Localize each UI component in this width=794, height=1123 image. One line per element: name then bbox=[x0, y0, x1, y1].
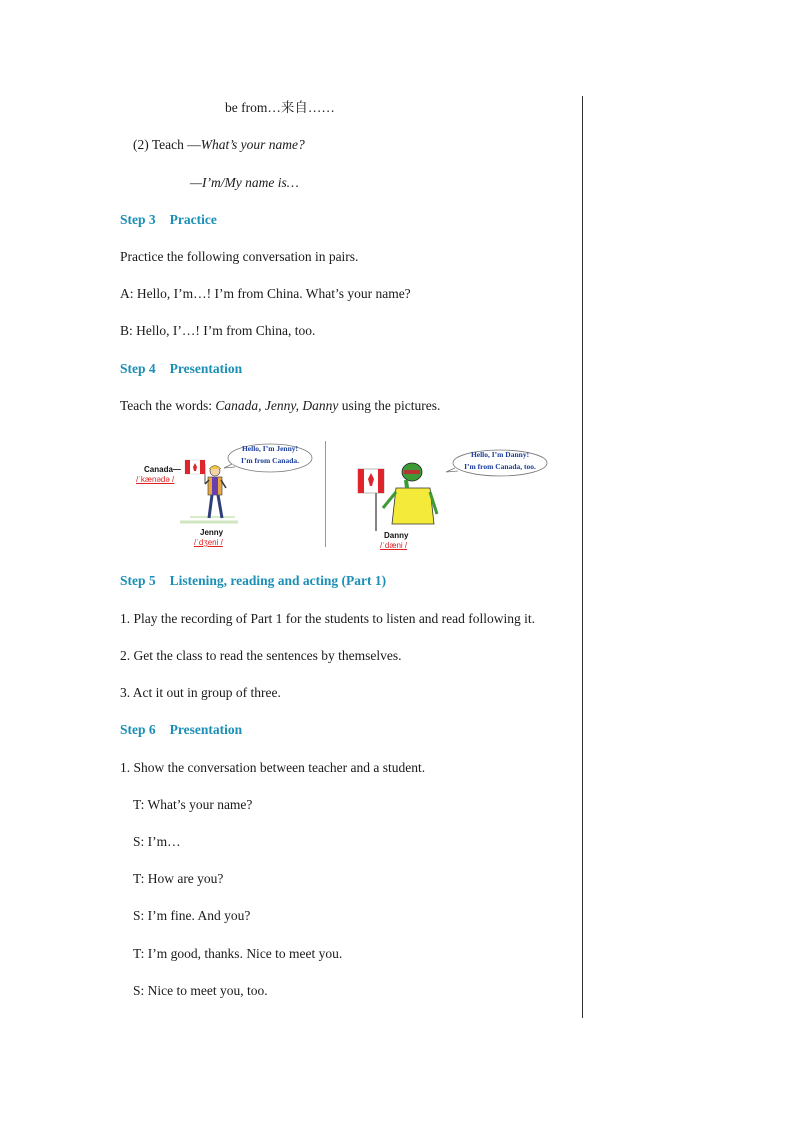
teach-line bbox=[133, 137, 305, 153]
jenny-label: Jenny bbox=[200, 528, 224, 537]
danny-bubble: Hello, I’m Danny! I’m from Canada, too. bbox=[464, 450, 536, 471]
step5-title: Listening, reading and acting (Part 1) bbox=[169, 573, 387, 588]
step6-title: Presentation bbox=[169, 722, 243, 737]
teach-question: What’s your name? bbox=[200, 137, 305, 152]
dialogue-line: T: How are you? bbox=[133, 871, 224, 886]
step3-line1: Practice the following conversation in pairs. bbox=[120, 249, 359, 264]
dialogue-line: T: What’s your name? bbox=[133, 797, 253, 812]
vocabulary-illustration bbox=[130, 436, 550, 552]
teach-prefix: (2) Teach — bbox=[133, 137, 201, 152]
step5-item-3: 3. Act it out in group of three. bbox=[120, 685, 281, 700]
column-divider bbox=[582, 96, 583, 1018]
dialogue-line: S: Nice to meet you, too. bbox=[133, 983, 268, 998]
step5-item-2: 2. Get the class to read the sentences by themselves. bbox=[120, 648, 402, 663]
step3-title: Practice bbox=[169, 212, 217, 227]
jenny-phonetic: /ˈdʒeni / bbox=[194, 538, 223, 547]
step3-line2: A: Hello, I’m…! I’m from China. What’s your name? bbox=[120, 286, 411, 301]
canada-phonetic: /ˈkænədə / bbox=[136, 475, 175, 484]
step4-line: Teach the words: Canada, Jenny, Danny using the pictures. bbox=[120, 398, 441, 413]
step6-heading bbox=[120, 722, 242, 738]
step3-line3: B: Hello, I’…! I’m from China, too. bbox=[120, 323, 316, 338]
teach-answer: —I’m/My name is… bbox=[190, 175, 299, 190]
step4-label: Step 4 bbox=[120, 361, 156, 376]
step6-label: Step 6 bbox=[120, 722, 156, 737]
step5-label: Step 5 bbox=[120, 573, 156, 588]
step4-words: Canada, Jenny, Danny bbox=[215, 398, 339, 413]
danny-label: Danny bbox=[384, 531, 409, 540]
danny-phonetic: /ˈdæni / bbox=[380, 541, 408, 550]
step4-heading bbox=[120, 361, 242, 377]
step4-title: Presentation bbox=[169, 361, 243, 376]
dialogue-line: S: I’m fine. And you? bbox=[133, 908, 251, 923]
step6-item-1: 1. Show the conversation between teacher and a student. bbox=[120, 760, 426, 775]
jenny-bubble: Hello, I’m Jenny! I’m from Canada. bbox=[241, 444, 299, 465]
step3-heading bbox=[120, 212, 217, 228]
be-from-note: be from…来自…… bbox=[225, 100, 335, 115]
dialogue-line: T: I’m good, thanks. Nice to meet you. bbox=[133, 946, 343, 961]
step3-label: Step 3 bbox=[120, 212, 156, 227]
canada-label: Canada— bbox=[144, 465, 181, 474]
step5-heading bbox=[120, 573, 386, 589]
dialogue-line: S: I’m… bbox=[133, 834, 181, 849]
step5-item-1: 1. Play the recording of Part 1 for the students to listen and read following it. bbox=[120, 611, 536, 626]
